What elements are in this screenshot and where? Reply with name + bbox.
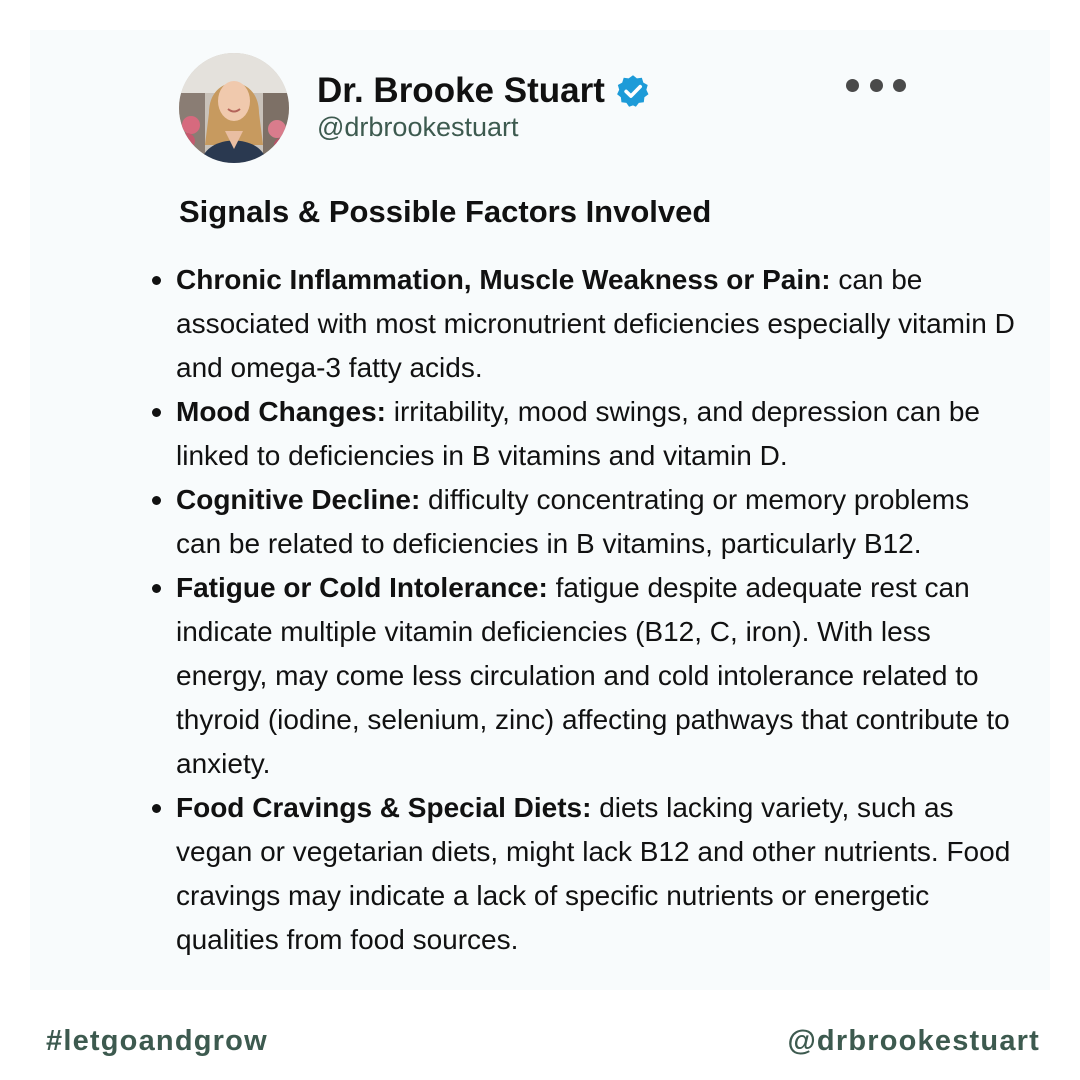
bullet-icon — [152, 276, 161, 285]
factor-description: irritability, mood swings, and depression can be linked to deficiencies in B vitamins and vitamin D. — [176, 396, 980, 471]
bullet-icon — [152, 408, 161, 417]
factor-description: difficulty concentrating or memory problems can be related to deficiencies in B vitamins, particularly B12. — [176, 484, 970, 559]
list-item — [176, 478, 1016, 566]
bullet-icon — [152, 496, 161, 505]
factor-description: can be associated with most micronutrient deficiencies especially vitamin D and omega-3 fatty acids. — [176, 264, 1015, 383]
author-name-row — [317, 70, 651, 112]
footer-handle[interactable]: @drbrookestuart — [787, 1025, 1040, 1057]
factor-description: fatigue despite adequate rest can indicate multiple vitamin deficiencies (B12, C, iron). With less energy, may come less circulation and cold intolerance related to thyroid (iodine, selenium, zinc) affecting pathways that contribute to anxiety. — [176, 572, 1010, 779]
more-dot — [893, 79, 906, 92]
list-item — [176, 390, 1016, 478]
more-horizontal-icon[interactable] — [846, 72, 906, 98]
more-dot — [870, 79, 883, 92]
author-handle[interactable]: @drbrookestuart — [317, 112, 519, 142]
post-title: Signals & Possible Factors Involved — [179, 194, 712, 229]
list-item — [176, 786, 1016, 962]
factor-heading: Fatigue or Cold Intolerance: — [176, 572, 556, 603]
avatar[interactable] — [179, 53, 289, 163]
factor-description: diets lacking variety, such as vegan or vegetarian diets, might lack B12 and other nutrients. Food cravings may indicate a lack of specific nutrients or energetic qualities from food sources. — [176, 792, 1011, 955]
factor-heading: Mood Changes: — [176, 396, 394, 427]
factor-heading: Cognitive Decline: — [176, 484, 429, 515]
factor-heading: Chronic Inflammation, Muscle Weakness or Pain: — [176, 264, 839, 295]
more-dot — [846, 79, 859, 92]
list-item — [176, 566, 1016, 786]
bullet-icon — [152, 804, 161, 813]
author-name[interactable]: Dr. Brooke Stuart — [317, 71, 605, 110]
bullet-icon — [152, 584, 161, 593]
footer-hashtag[interactable]: #letgoandgrow — [46, 1025, 268, 1057]
list-item — [176, 258, 1016, 390]
verified-badge-icon — [615, 73, 651, 109]
factor-heading: Food Cravings & Special Diets: — [176, 792, 600, 823]
factor-list — [176, 258, 1016, 962]
profile-photo — [179, 53, 289, 163]
